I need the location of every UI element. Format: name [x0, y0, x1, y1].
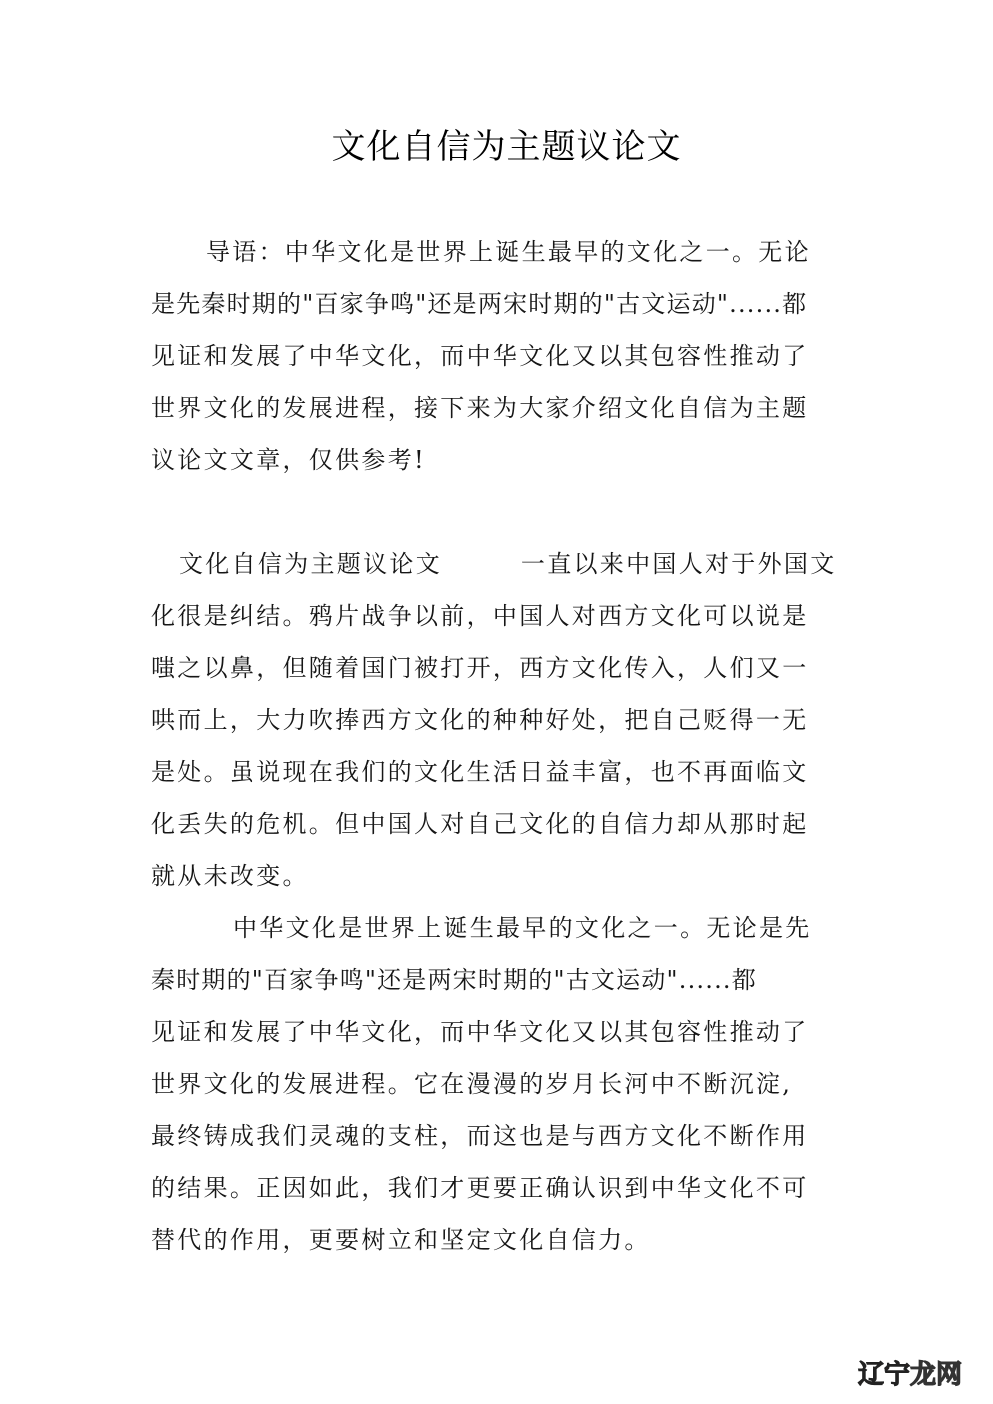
- body1-line-5: 是处。虽说现在我们的文化生活日益丰富，也不再面临文: [151, 758, 809, 786]
- body2-line-3: 见证和发展了中华文化，而中华文化又以其包容性推动了: [151, 1018, 809, 1046]
- intro-line-3: 见证和发展了中华文化，而中华文化又以其包容性推动了: [151, 342, 809, 370]
- body1-line-2: 化很是纠结。鸦片战争以前，中国人对西方文化可以说是: [151, 602, 809, 630]
- body2-line-4: 世界文化的发展进程。它在漫漫的岁月长河中不断沉淀,: [151, 1070, 793, 1098]
- body1-line-1: 文化自信为主题议论文 一直以来中国人对于外国文: [179, 550, 837, 578]
- watermark-part-1: 辽宁: [858, 1360, 911, 1390]
- body2-line-5: 最终铸成我们灵魂的支柱，而这也是与西方文化不断作用: [151, 1122, 809, 1150]
- intro-line-4: 世界文化的发展进程，接下来为大家介绍文化自信为主题: [151, 394, 809, 422]
- body2-line-6: 的结果。正因如此，我们才更要正确认识到中华文化不可: [151, 1174, 809, 1202]
- body1-line-4: 哄而上，大力吹捧西方文化的种种好处，把自己贬得一无: [151, 706, 809, 734]
- document-title: 文化自信为主题议论文: [331, 127, 682, 167]
- body2-line-2: 秦时期的"百家争鸣"还是两宋时期的"古文运动"......都: [151, 966, 757, 994]
- intro-line-2: 是先秦时期的"百家争鸣"还是两宋时期的"古文运动"......都: [151, 290, 808, 318]
- body1-line-7: 就从未改变。: [151, 862, 309, 890]
- body2-line-1: 中华文化是世界上诞生最早的文化之一。无论是先: [233, 914, 812, 942]
- site-watermark-logo: [858, 1354, 962, 1391]
- body1-line-6: 化丢失的危机。但中国人对自己文化的自信力却从那时起: [151, 810, 809, 838]
- body2-line-7: 替代的作用，更要树立和坚定文化自信力。: [151, 1226, 651, 1254]
- body1-line-3: 嗤之以鼻，但随着国门被打开，西方文化传入，人们又一: [151, 654, 809, 682]
- watermark-part-2: 龙网: [910, 1360, 963, 1390]
- intro-line-5: 议论文文章，仅供参考!: [151, 446, 426, 474]
- intro-line-1: 导语：中华文化是世界上诞生最早的文化之一。无论: [206, 238, 811, 266]
